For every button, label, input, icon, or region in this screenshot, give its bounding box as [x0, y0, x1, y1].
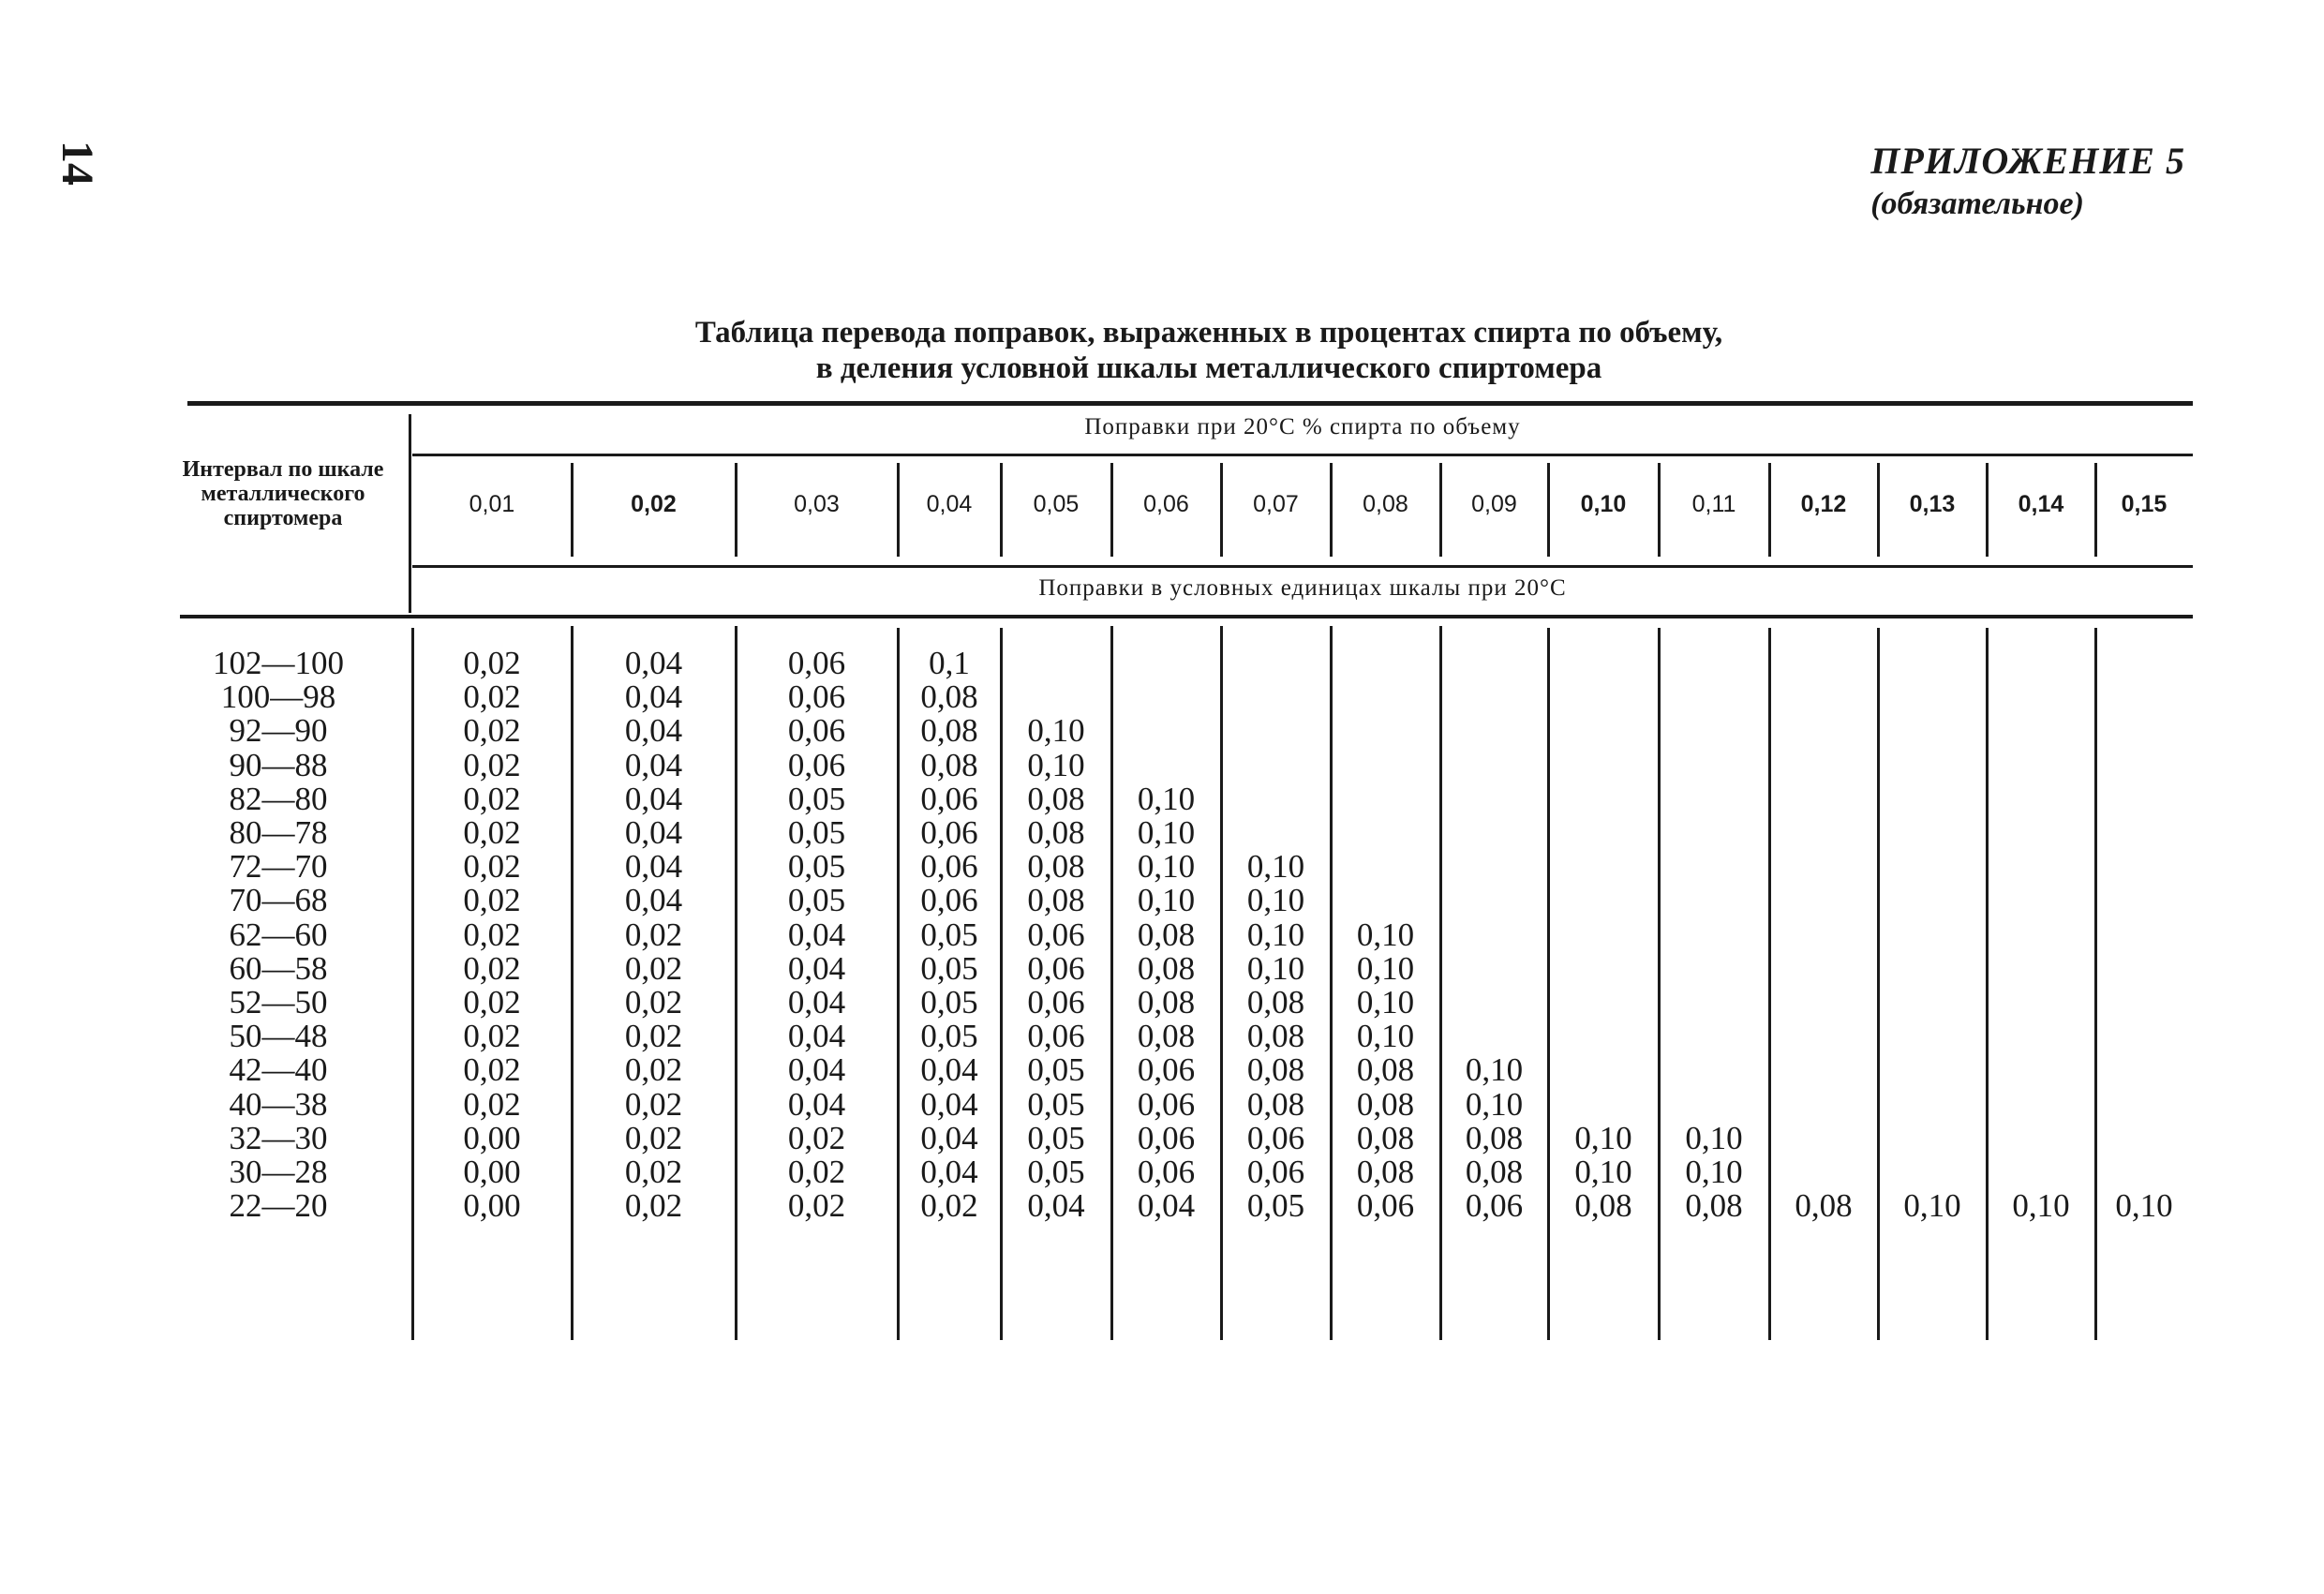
table-cell: 0,08 — [1027, 814, 1085, 851]
interval-label: 72—70 — [229, 848, 328, 886]
table-cell: 0,10 — [2115, 1187, 2173, 1225]
table-cell: 0,05 — [1027, 1119, 1085, 1156]
table-cell: 0,05 — [787, 882, 846, 919]
header-divider — [409, 414, 411, 613]
table-cell: 0,02 — [463, 1085, 521, 1123]
table-cell: 0,10 — [1137, 848, 1196, 886]
table-cell: 0,06 — [1027, 984, 1085, 1020]
table-cell: 0,10 — [1903, 1187, 1961, 1225]
table-cell: 0,05 — [787, 780, 846, 817]
column-divider — [1547, 628, 1550, 1340]
table-cell: 0,10 — [1685, 1154, 1743, 1190]
column-header-divider — [1986, 463, 1989, 557]
table-cell: 0,06 — [787, 746, 846, 783]
table-cell: 0,08 — [1027, 848, 1085, 886]
table-cell: 0,04 — [920, 1119, 978, 1156]
column-header-divider — [1330, 463, 1333, 557]
table-cell: 0,02 — [624, 1154, 683, 1190]
table-cell: 0,08 — [1356, 1085, 1415, 1123]
table-cell: 0,10 — [1027, 746, 1085, 783]
table-cell: 0,08 — [920, 746, 978, 783]
table-cell: 0,05 — [1027, 1085, 1085, 1123]
table-cell: 0,02 — [463, 712, 521, 750]
table-cell: 0,10 — [1356, 949, 1415, 987]
interval-label: 70—68 — [229, 882, 328, 919]
page-number: 14 — [52, 141, 102, 186]
table-cell: 0,08 — [1356, 1119, 1415, 1156]
column-divider — [1986, 628, 1989, 1340]
table-top-rule — [187, 401, 2193, 406]
table-cell: 0,02 — [463, 780, 521, 817]
table-cell: 0,04 — [787, 1018, 846, 1055]
table-cell: 0,06 — [1137, 1119, 1196, 1156]
column-header: 0,09 — [1471, 491, 1517, 517]
table-cell: 0,08 — [1027, 780, 1085, 817]
table-cell: 0,10 — [1137, 882, 1196, 919]
interval-label: 50—48 — [229, 1018, 328, 1055]
table-cell: 0,08 — [1246, 1051, 1305, 1089]
interval-label: 22—20 — [229, 1187, 328, 1225]
table-cell: 0,08 — [1246, 1085, 1305, 1123]
column-header: 0,12 — [1800, 491, 1847, 517]
table-cell: 0,08 — [1795, 1187, 1853, 1225]
column-header: 0,10 — [1580, 491, 1627, 517]
table-cell: 0,08 — [1137, 984, 1196, 1020]
table-cell: 0,06 — [920, 780, 978, 817]
table-cell: 0,10 — [1574, 1119, 1632, 1156]
table-cell: 0,05 — [1246, 1187, 1305, 1225]
table-cell: 0,02 — [463, 848, 521, 886]
table-cell: 0,04 — [624, 746, 683, 783]
table-cell: 0,10 — [1685, 1119, 1743, 1156]
table-cell: 0,06 — [1137, 1085, 1196, 1123]
table-cell: 0,02 — [463, 678, 521, 716]
table-cell: 0,02 — [463, 1018, 521, 1055]
column-header: 0,08 — [1363, 491, 1408, 517]
table-cell: 0,08 — [920, 712, 978, 750]
column-header: 0,02 — [631, 491, 677, 517]
table-cell: 0,02 — [463, 746, 521, 783]
scale-corrections-header: Поправки в условных единицах шкалы при 20°С — [1038, 575, 1567, 601]
table-cell: 0,02 — [463, 916, 521, 953]
column-divider — [1658, 628, 1661, 1340]
table-cell: 0,04 — [624, 712, 683, 750]
table-cell: 0,08 — [1246, 984, 1305, 1020]
table-cell: 0,00 — [463, 1154, 521, 1190]
table-cell: 0,02 — [920, 1187, 978, 1225]
table-cell: 0,08 — [1685, 1187, 1743, 1225]
table-cell: 0,10 — [1027, 712, 1085, 750]
table-cell: 0,06 — [1137, 1154, 1196, 1190]
table-cell: 0,10 — [1465, 1085, 1524, 1123]
interval-label: 40—38 — [229, 1085, 328, 1123]
interval-column-header: Интервал по шкале металлического спиртомера — [182, 457, 384, 530]
table-cell: 0,05 — [920, 984, 978, 1020]
table-cell: 0,06 — [1027, 949, 1085, 987]
table-cell: 0,1 — [929, 645, 970, 681]
table-cell: 0,05 — [787, 848, 846, 886]
interval-label: 80—78 — [229, 814, 328, 851]
column-header-divider — [1439, 463, 1442, 557]
table-cell: 0,08 — [1356, 1154, 1415, 1190]
table-cell: 0,04 — [787, 1085, 846, 1123]
interval-label: 30—28 — [229, 1154, 328, 1190]
table-cell: 0,02 — [787, 1187, 846, 1225]
table-cell: 0,06 — [1027, 916, 1085, 953]
table-cell: 0,10 — [1246, 916, 1305, 953]
table-cell: 0,02 — [624, 1187, 683, 1225]
table-cell: 0,05 — [920, 1018, 978, 1055]
appendix-title: ПРИЛОЖЕНИЕ 5 — [1870, 140, 2185, 182]
column-header-divider — [1220, 463, 1223, 557]
column-header: 0,15 — [2121, 491, 2168, 517]
interval-label: 92—90 — [229, 712, 328, 750]
table-cell: 0,10 — [1246, 949, 1305, 987]
column-header: 0,01 — [469, 491, 515, 517]
table-cell: 0,08 — [1137, 1018, 1196, 1055]
table-cell: 0,08 — [1027, 882, 1085, 919]
interval-label: 100—98 — [220, 678, 336, 716]
table-cell: 0,04 — [787, 1051, 846, 1089]
table-cell: 0,10 — [1356, 1018, 1415, 1055]
column-header-divider — [1000, 463, 1003, 557]
column-divider — [1877, 628, 1880, 1340]
table-cell: 0,02 — [624, 1051, 683, 1089]
table-cell: 0,06 — [787, 645, 846, 681]
percent-corrections-header: Поправки при 20°С % спирта по объему — [1084, 414, 1521, 439]
table-cell: 0,04 — [920, 1154, 978, 1190]
table-cell: 0,06 — [1356, 1187, 1415, 1225]
table-cell: 0,08 — [1246, 1018, 1305, 1055]
table-cell: 0,02 — [463, 949, 521, 987]
table-cell: 0,02 — [624, 1119, 683, 1156]
interval-label: 42—40 — [229, 1051, 328, 1089]
column-header-divider — [2094, 463, 2097, 557]
table-cell: 0,04 — [1137, 1187, 1196, 1225]
table-cell: 0,02 — [624, 984, 683, 1020]
table-cell: 0,04 — [787, 916, 846, 953]
table-cell: 0,05 — [920, 949, 978, 987]
column-header-divider — [1110, 463, 1113, 557]
table-cell: 0,06 — [1027, 1018, 1085, 1055]
table-cell: 0,10 — [1246, 848, 1305, 886]
top-header-rule — [412, 454, 2193, 456]
table-cell: 0,02 — [787, 1154, 846, 1190]
table-cell: 0,04 — [624, 814, 683, 851]
table-cell: 0,04 — [624, 848, 683, 886]
table-cell: 0,06 — [787, 678, 846, 716]
table-cell: 0,05 — [787, 814, 846, 851]
table-cell: 0,02 — [624, 949, 683, 987]
interval-label: 82—80 — [229, 780, 328, 817]
table-cell: 0,08 — [1465, 1119, 1524, 1156]
table-cell: 0,10 — [2012, 1187, 2070, 1225]
table-cell: 0,10 — [1356, 916, 1415, 953]
table-cell: 0,04 — [787, 984, 846, 1020]
table-cell: 0,08 — [1137, 949, 1196, 987]
table-cell: 0,04 — [1027, 1187, 1085, 1225]
table-cell: 0,04 — [920, 1051, 978, 1089]
column-header-divider — [1658, 463, 1661, 557]
column-header: 0,05 — [1033, 491, 1080, 517]
table-cell: 0,10 — [1137, 780, 1196, 817]
table-caption-line2: в деления условной шкалы металлического спиртомера — [815, 351, 1602, 385]
table-cell: 0,02 — [463, 882, 521, 919]
column-header: 0,14 — [2018, 491, 2064, 517]
table-cell: 0,10 — [1246, 882, 1305, 919]
table-cell: 0,05 — [1027, 1051, 1085, 1089]
table-cell: 0,04 — [624, 780, 683, 817]
column-header: 0,07 — [1253, 491, 1299, 517]
table-cell: 0,06 — [1246, 1119, 1305, 1156]
table-cell: 0,00 — [463, 1187, 521, 1225]
table-cell: 0,05 — [920, 916, 978, 953]
table-cell: 0,00 — [463, 1119, 521, 1156]
table-header-rule — [180, 615, 2193, 618]
column-header: 0,04 — [926, 491, 973, 517]
column-header-divider — [1547, 463, 1550, 557]
table-cell: 0,02 — [463, 984, 521, 1020]
table-cell: 0,10 — [1356, 984, 1415, 1020]
table-cell: 0,02 — [624, 916, 683, 953]
appendix-subtitle: (обязательное) — [1870, 186, 2084, 221]
table-cell: 0,10 — [1574, 1154, 1632, 1190]
column-divider — [2094, 628, 2097, 1340]
table-cell: 0,06 — [1137, 1051, 1196, 1089]
table-cell: 0,04 — [920, 1085, 978, 1123]
column-header-divider — [735, 463, 737, 557]
column-header: 0,06 — [1143, 491, 1189, 517]
column-header-divider — [897, 463, 900, 557]
table-cell: 0,08 — [1137, 916, 1196, 953]
table-cell: 0,02 — [624, 1085, 683, 1123]
table-cell: 0,02 — [787, 1119, 846, 1156]
table-cell: 0,05 — [1027, 1154, 1085, 1190]
table-cell: 0,04 — [624, 645, 683, 681]
table-cell: 0,06 — [1465, 1187, 1524, 1225]
table-cell: 0,06 — [920, 848, 978, 886]
interval-label: 102—100 — [213, 645, 344, 681]
table-cell: 0,04 — [787, 949, 846, 987]
table-cell: 0,06 — [920, 814, 978, 851]
table-cell: 0,10 — [1137, 814, 1196, 851]
appendix-heading — [1870, 139, 2185, 222]
interval-label: 52—50 — [229, 984, 328, 1020]
table-cell: 0,10 — [1465, 1051, 1524, 1089]
column-header: 0,03 — [794, 491, 840, 517]
column-header: 0,13 — [1909, 491, 1956, 517]
table-cell: 0,02 — [463, 645, 521, 681]
interval-label: 60—58 — [229, 949, 328, 987]
table-cell: 0,02 — [463, 1051, 521, 1089]
table-caption-line1: Таблица перевода поправок, выраженных в процентах спирта по объему, — [694, 316, 1723, 350]
interval-label: 90—88 — [229, 746, 328, 783]
table-cell: 0,04 — [624, 678, 683, 716]
interval-label: 62—60 — [229, 916, 328, 953]
table-cell: 0,02 — [463, 814, 521, 851]
table-cell: 0,02 — [624, 1018, 683, 1055]
table-cell: 0,06 — [1246, 1154, 1305, 1190]
table-cell: 0,08 — [1465, 1154, 1524, 1190]
table-cell: 0,08 — [1356, 1051, 1415, 1089]
table-cell: 0,06 — [787, 712, 846, 750]
column-header-divider — [1877, 463, 1880, 557]
column-header-divider — [1768, 463, 1771, 557]
table-cell: 0,06 — [920, 882, 978, 919]
column-divider — [1768, 628, 1771, 1340]
table-cell: 0,04 — [624, 882, 683, 919]
column-header: 0,11 — [1691, 491, 1736, 517]
column-header-divider — [571, 463, 574, 557]
column-header-rule — [412, 565, 2193, 568]
table-cell: 0,08 — [1574, 1187, 1632, 1225]
table-cell: 0,08 — [920, 678, 978, 716]
interval-label: 32—30 — [229, 1119, 328, 1156]
